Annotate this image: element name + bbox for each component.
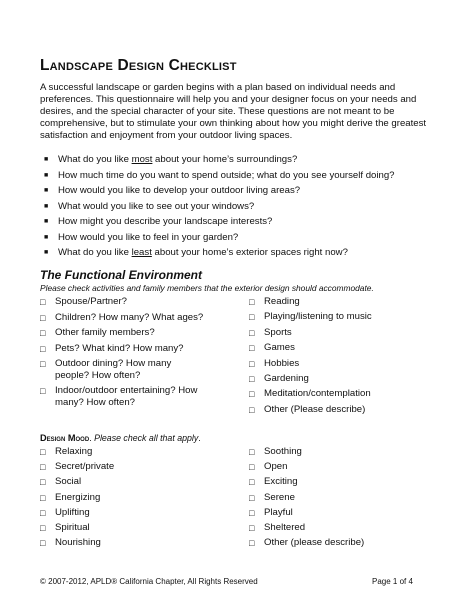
design-mood-period: . xyxy=(89,433,92,443)
question-text-start: How much time do you want to spend outside; what do you see yourself doing? xyxy=(58,169,395,181)
checkbox-icon[interactable]: □ xyxy=(40,538,46,549)
checkbox-icon[interactable]: □ xyxy=(249,358,255,369)
checkbox-icon[interactable]: □ xyxy=(40,523,46,533)
checklist-label: Serene xyxy=(264,491,295,503)
question-item xyxy=(44,216,454,232)
checklist-item[interactable] xyxy=(40,507,90,519)
checklist-label: Gardening xyxy=(264,373,309,384)
checkbox-icon[interactable]: □ xyxy=(249,447,255,457)
checkbox-icon[interactable]: □ xyxy=(249,343,255,354)
question-item xyxy=(44,185,454,201)
checkbox-icon[interactable]: □ xyxy=(40,477,46,488)
checklist-label: Soothing xyxy=(264,446,302,457)
question-text-end: about your home’s exterior spaces right now? xyxy=(151,247,348,258)
checklist-label-line: Outdoor dining? How many xyxy=(55,358,172,369)
checklist-label-line: Children? How many? What ages? xyxy=(55,311,204,323)
checklist-label: Uplifting xyxy=(55,506,90,518)
page-title: Landscape Design Checklist xyxy=(40,57,237,74)
checklist-item[interactable] xyxy=(40,492,100,504)
checklist-label: Secret/private xyxy=(55,461,115,473)
checklist-label xyxy=(55,296,127,308)
checklist-item[interactable] xyxy=(249,358,299,370)
checklist-label-line: Indoor/outdoor entertaining? How xyxy=(55,385,198,396)
checklist-item[interactable] xyxy=(249,373,309,385)
checkbox-icon[interactable]: □ xyxy=(40,507,46,518)
bullet-icon: ■ xyxy=(44,187,49,194)
bullet-icon: ■ xyxy=(44,233,49,241)
checklist-label: Relaxing xyxy=(55,446,93,457)
checklist-label-line: Other family members? xyxy=(55,327,155,338)
checkbox-icon[interactable]: □ xyxy=(40,447,46,457)
checklist-item[interactable] xyxy=(40,343,184,355)
footer-copyright: © 2007-2012, APLD® California Chapter, All Rights Reserved xyxy=(40,577,258,586)
checklist-label: Playing/listening to music xyxy=(264,311,372,323)
question-text-end: about your home’s surroundings? xyxy=(152,154,298,165)
checklist-item[interactable] xyxy=(40,522,90,534)
checklist-label xyxy=(55,358,171,382)
intro-paragraph: A successful landscape or garden begins with a plan based on individual needs and preferences. This questionnaire will help you and your designer focus on your needs and desires, and the special character of your site. These questions are not meant to be comprehensive, but to stimulate your own thinking about how you might derive the greatest satisfaction and enjoyment from your outdoor living spaces. xyxy=(40,82,427,142)
checklist-label: Open xyxy=(264,461,288,473)
checklist-item[interactable] xyxy=(249,507,293,519)
checklist-label-line: Spouse/Partner? xyxy=(55,296,127,307)
functional-subheading: Please check activities and family members that the exterior design should accommodate. xyxy=(40,283,374,293)
checkbox-icon[interactable]: □ xyxy=(249,492,255,503)
checkbox-icon[interactable]: □ xyxy=(249,462,255,473)
checklist-label: Meditation/contemplation xyxy=(264,388,371,400)
checklist-item[interactable] xyxy=(40,358,171,382)
checkbox-icon[interactable]: □ xyxy=(249,327,255,338)
bullet-icon: ■ xyxy=(44,156,49,163)
checklist-label: Nourishing xyxy=(55,537,101,549)
checklist-label: Energizing xyxy=(55,491,101,503)
question-text xyxy=(58,185,300,196)
question-text-start: What do you like xyxy=(58,154,132,165)
checklist-item[interactable] xyxy=(249,461,287,473)
checklist-item[interactable] xyxy=(249,342,295,354)
checkbox-icon[interactable]: □ xyxy=(249,477,255,488)
checklist-item[interactable] xyxy=(249,404,365,416)
checklist-item[interactable] xyxy=(249,388,371,400)
checklist-item[interactable] xyxy=(40,476,81,488)
checkbox-icon[interactable]: □ xyxy=(249,523,255,533)
checklist-item[interactable] xyxy=(40,385,197,409)
question-item xyxy=(44,247,454,263)
checklist-label: Spiritual xyxy=(55,522,90,533)
question-text xyxy=(58,247,348,258)
question-text xyxy=(58,154,297,165)
checklist-item[interactable] xyxy=(249,327,292,339)
checklist-label xyxy=(55,385,197,409)
checklist-label: Other (please describe) xyxy=(264,537,365,549)
question-text xyxy=(58,232,238,243)
question-text-start: What would you like to see out your windows? xyxy=(58,200,255,212)
checklist-label: Playful xyxy=(264,506,293,518)
functional-left-column xyxy=(40,296,240,416)
question-text xyxy=(58,170,395,181)
functional-heading: The Functional Environment xyxy=(40,268,203,282)
bullet-icon: ■ xyxy=(44,218,49,225)
checkbox-icon[interactable]: □ xyxy=(40,312,46,323)
question-item xyxy=(44,201,454,217)
checklist-label-line: many? How often? xyxy=(55,397,135,408)
checkbox-icon[interactable]: □ xyxy=(40,386,46,396)
checklist-item[interactable] xyxy=(40,446,92,458)
checkbox-icon[interactable]: □ xyxy=(40,359,46,369)
checkbox-icon[interactable]: □ xyxy=(40,462,46,473)
checklist-label-line: people? How often? xyxy=(55,370,141,381)
question-emphasis: most xyxy=(131,154,153,165)
checklist-item[interactable] xyxy=(249,492,295,504)
checklist-label xyxy=(55,312,203,324)
checklist-item[interactable] xyxy=(249,522,305,534)
design-mood-instruction-end: . xyxy=(198,433,201,443)
checklist-label: Reading xyxy=(264,296,300,307)
checkbox-icon[interactable]: □ xyxy=(40,343,46,354)
checkbox-icon[interactable]: □ xyxy=(249,374,255,384)
checklist-label xyxy=(55,327,155,339)
design-mood-label: Design Mood xyxy=(40,433,90,443)
checklist-item[interactable] xyxy=(249,446,302,458)
design-mood-instruction: Please check all that apply xyxy=(91,433,199,443)
functional-right-column xyxy=(249,296,449,416)
checkbox-icon[interactable]: □ xyxy=(40,297,46,307)
bullet-icon: ■ xyxy=(44,171,49,179)
question-text xyxy=(58,216,272,227)
checklist-item[interactable] xyxy=(40,327,155,339)
checklist-item[interactable] xyxy=(40,312,203,324)
question-text-start: How would you like to develop your outdoor living areas? xyxy=(58,185,301,196)
question-emphasis: least xyxy=(131,247,152,258)
mood-left-column xyxy=(40,446,240,556)
bullet-icon: ■ xyxy=(44,202,49,210)
question-text-start: What do you like xyxy=(58,247,132,258)
checklist-label: Sheltered xyxy=(264,522,306,533)
checklist-item[interactable] xyxy=(40,537,101,549)
checkbox-icon[interactable]: □ xyxy=(249,404,255,415)
question-text xyxy=(58,201,254,212)
checkbox-icon[interactable]: □ xyxy=(249,389,255,400)
checklist-item[interactable] xyxy=(40,461,114,473)
checklist-label: Games xyxy=(264,342,295,354)
question-item xyxy=(44,232,454,248)
checklist-label: Exciting xyxy=(264,476,298,488)
bullet-icon: ■ xyxy=(44,249,49,256)
checklist-label xyxy=(55,343,184,355)
question-text-start: How would you like to feel in your garden? xyxy=(58,231,239,243)
checkbox-icon[interactable]: □ xyxy=(249,507,255,518)
footer-page-number: Page 1 of 4 xyxy=(372,577,413,586)
checklist-item[interactable] xyxy=(249,296,300,308)
checklist-item[interactable] xyxy=(249,537,364,549)
question-item xyxy=(44,154,454,170)
checkbox-icon[interactable]: □ xyxy=(40,328,46,338)
design-mood-heading xyxy=(40,433,201,443)
mood-right-column xyxy=(249,446,449,556)
question-text-start: How might you describe your landscape interests? xyxy=(58,216,273,227)
checklist-item[interactable] xyxy=(40,296,127,308)
checklist-label: Hobbies xyxy=(264,357,300,369)
checklist-item[interactable] xyxy=(249,476,298,488)
checkbox-icon[interactable]: □ xyxy=(249,297,255,307)
checklist-label: Social xyxy=(55,476,82,488)
checkbox-icon[interactable]: □ xyxy=(40,492,46,503)
checkbox-icon[interactable]: □ xyxy=(249,312,255,323)
question-list xyxy=(44,154,454,263)
checklist-label: Sports xyxy=(264,326,292,338)
checklist-label-line: Pets? What kind? How many? xyxy=(55,342,184,354)
checkbox-icon[interactable]: □ xyxy=(249,538,255,549)
checklist-label: Other (Please describe) xyxy=(264,403,366,415)
checklist-item[interactable] xyxy=(249,311,372,323)
question-item xyxy=(44,170,454,186)
